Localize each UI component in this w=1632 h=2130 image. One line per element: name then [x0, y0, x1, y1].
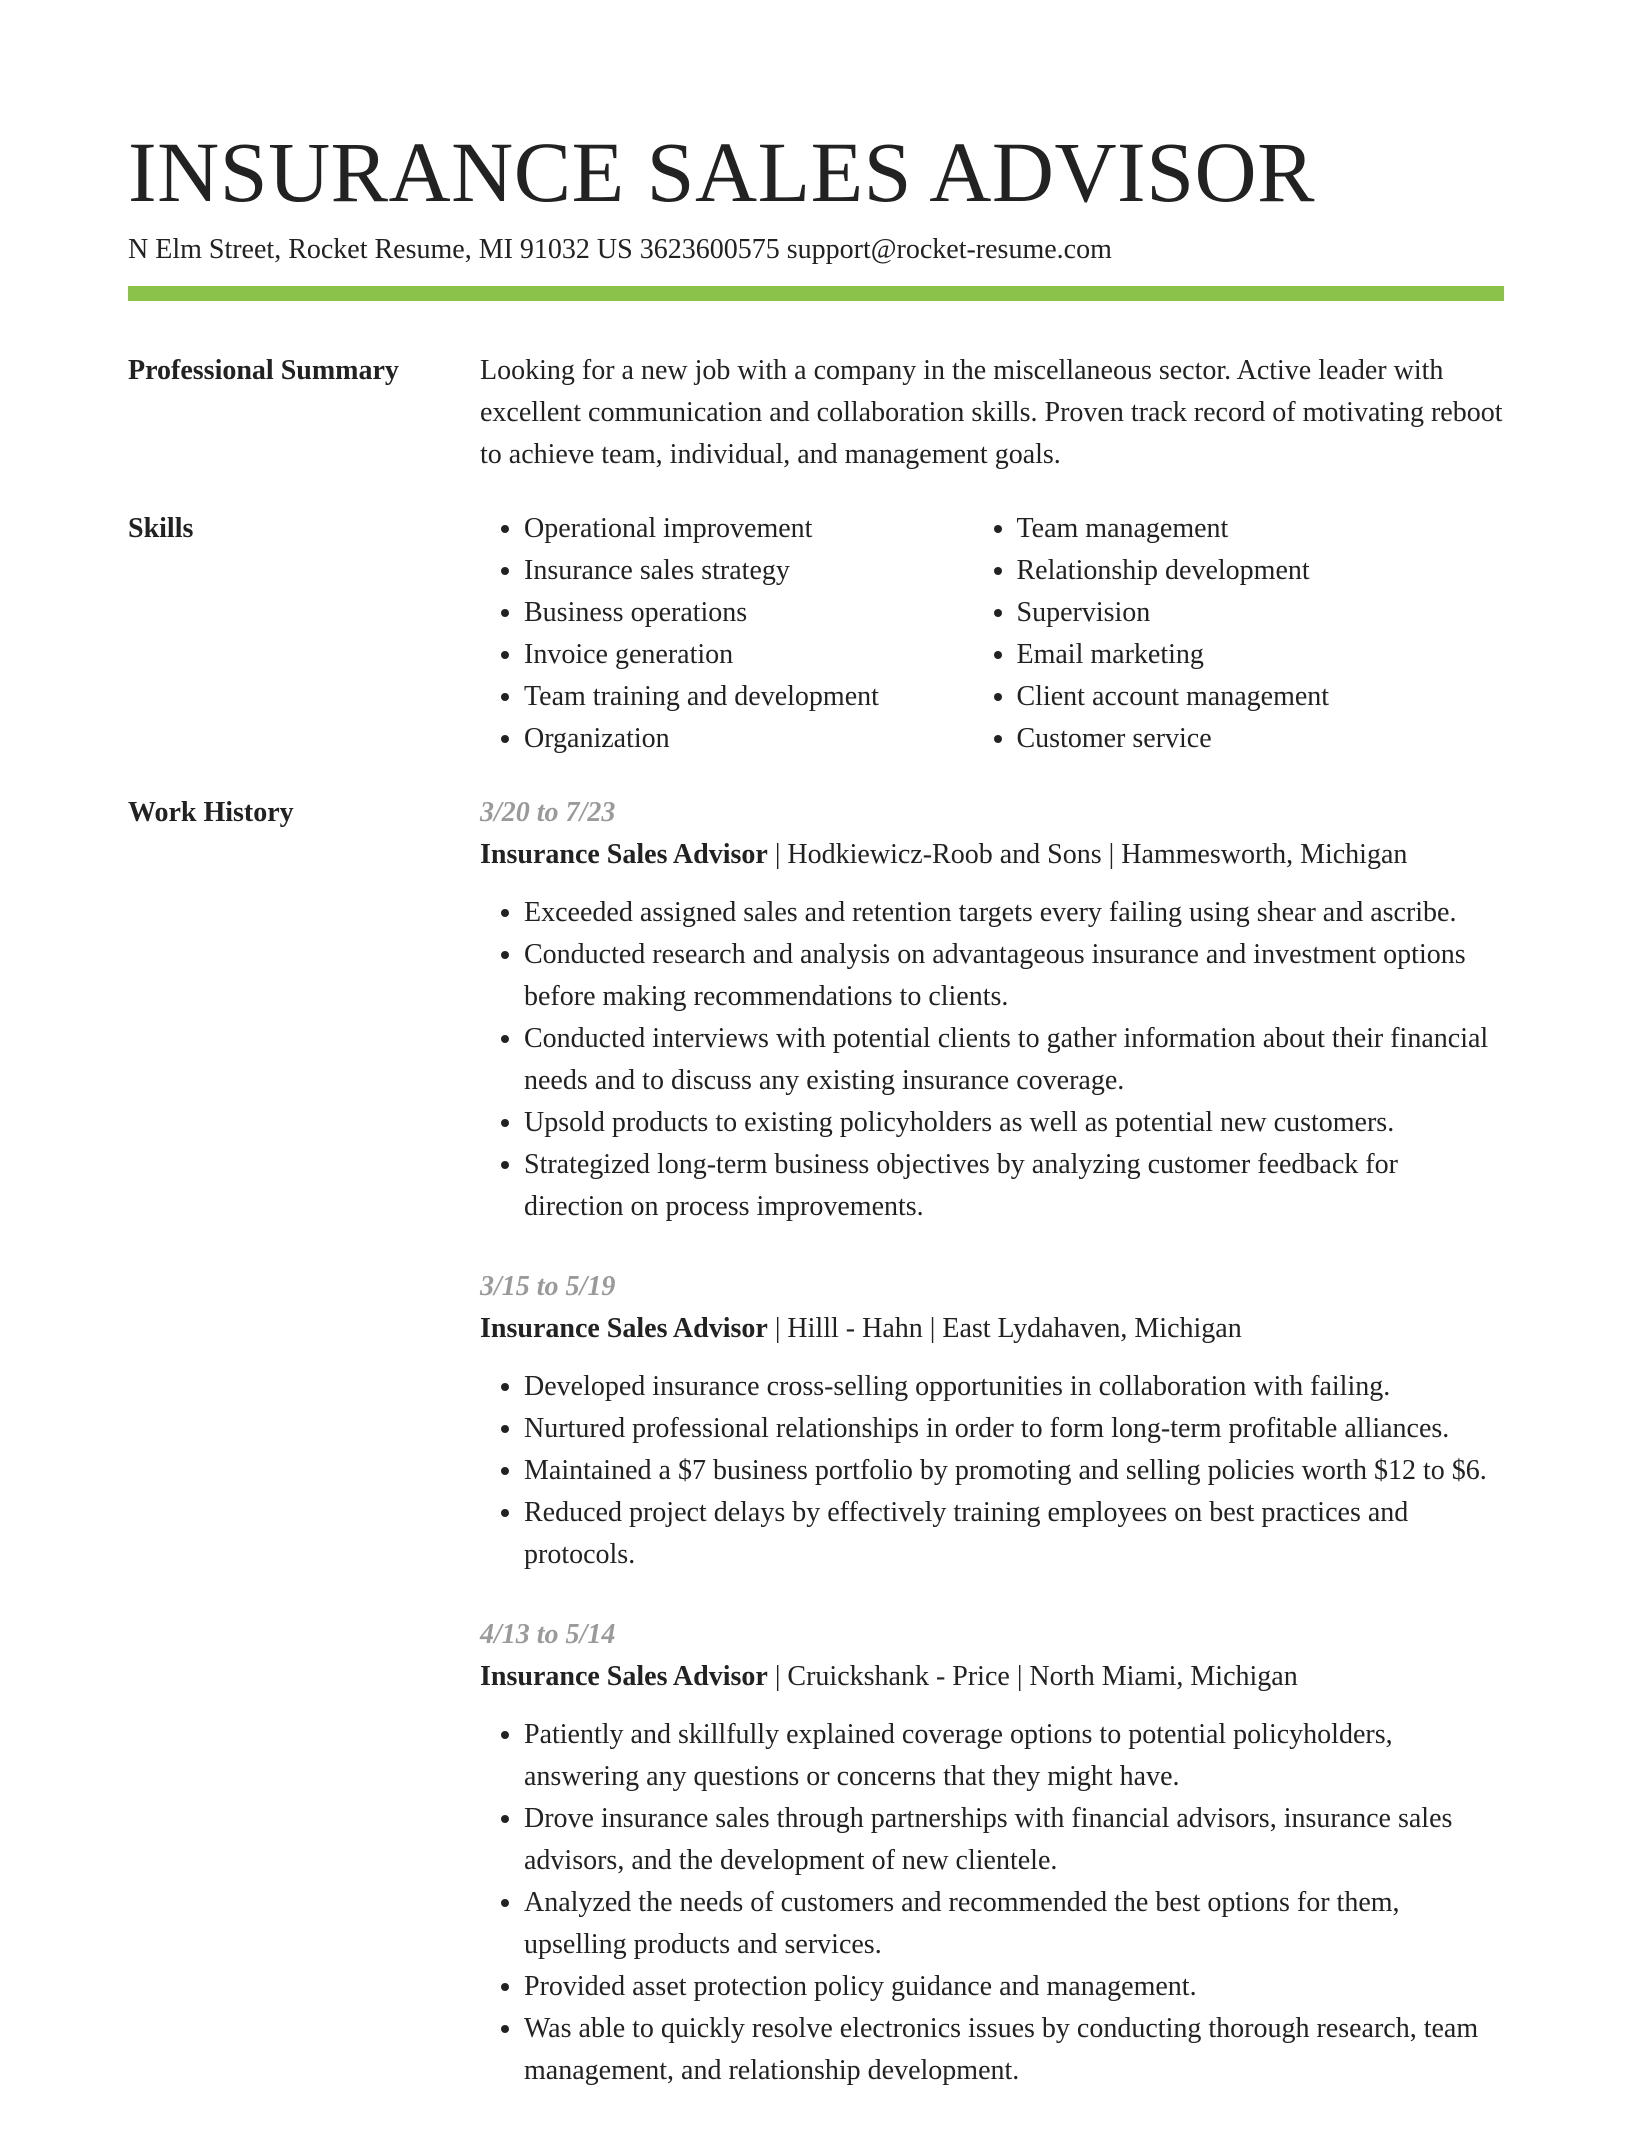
- job-heading: [480, 834, 1504, 876]
- job-bullet: • Developed insurance cross-selling opportunities in collaboration with failing.: [524, 1366, 1504, 1408]
- work-history-body: [480, 792, 1504, 2130]
- job-bullet: • Nurtured professional relationships in order to form long-term profitable alliances.: [524, 1408, 1504, 1450]
- skill-item: • Relationship development: [1017, 550, 1505, 592]
- skill-item: • Customer service: [1017, 718, 1505, 760]
- job-role: Insurance Sales Advisor: [480, 1661, 768, 1692]
- job-entry: [480, 1614, 1504, 2092]
- job-bullets: [480, 1714, 1504, 2092]
- skill-item: • Email marketing: [1017, 634, 1505, 676]
- job-details: | Hilll - Hahn | East Lydahaven, Michigan: [767, 1313, 1242, 1344]
- skill-item: • Invoice generation: [524, 634, 973, 676]
- job-bullet: • Upsold products to existing policyholders as well as potential new customers.: [524, 1102, 1504, 1144]
- skills-column-1: [480, 508, 973, 760]
- contact-line: N Elm Street, Rocket Resume, MI 91032 US 3623600575 support@rocket-resume.com: [128, 234, 1112, 265]
- summary-text: Looking for a new job with a company in the miscellaneous sector. Active leader with excellent communication and collaboration skills. Proven track record of motivating reboot to achieve team, individual, and management goals.: [480, 355, 1503, 470]
- job-heading: [480, 1308, 1504, 1350]
- job-bullet: • Patiently and skillfully explained coverage options to potential policyholders, answering any questions or concerns that they might have.: [524, 1714, 1504, 1798]
- work-history-title: Work History: [128, 797, 294, 828]
- summary-body: [480, 350, 1504, 476]
- job-bullet: • Was able to quickly resolve electronics issues by conducting thorough research, team management, and relationship development.: [524, 2008, 1504, 2092]
- skill-item: • Supervision: [1017, 592, 1505, 634]
- skill-item: • Insurance sales strategy: [524, 550, 973, 592]
- job-details: | Cruickshank - Price | North Miami, Michigan: [767, 1661, 1298, 1692]
- skill-item: • Business operations: [524, 592, 973, 634]
- job-bullet: • Analyzed the needs of customers and recommended the best options for them, upselling products and services.: [524, 1882, 1504, 1966]
- skill-item: • Operational improvement: [524, 508, 973, 550]
- job-bullet: • Provided asset protection policy guidance and management.: [524, 1966, 1504, 2008]
- job-bullet: • Exceeded assigned sales and retention targets every failing using shear and ascribe.: [524, 892, 1504, 934]
- job-date: 3/15 to 5/19: [480, 1271, 616, 1302]
- job-bullets: [480, 1366, 1504, 1576]
- skill-item: • Team management: [1017, 508, 1505, 550]
- job-heading: [480, 1656, 1504, 1698]
- skill-item: • Team training and development: [524, 676, 973, 718]
- skill-item: • Client account management: [1017, 676, 1505, 718]
- skills-title: Skills: [128, 513, 194, 544]
- job-bullet: • Conducted interviews with potential clients to gather information about their financial needs and to discuss any existing insurance coverage.: [524, 1018, 1504, 1102]
- job-date: 3/20 to 7/23: [480, 797, 616, 828]
- job-bullet: • Reduced project delays by effectively training employees on best practices and protocols.: [524, 1492, 1504, 1576]
- job-bullet: • Strategized long-term business objectives by analyzing customer feedback for direction on process improvements.: [524, 1144, 1504, 1228]
- resume-name: INSURANCE SALES ADVISOR: [128, 124, 1315, 220]
- job-bullet: • Drove insurance sales through partnerships with financial advisors, insurance sales advisors, and the development of new clientele.: [524, 1798, 1504, 1882]
- accent-divider: [128, 286, 1504, 301]
- job-date: 4/13 to 5/14: [480, 1619, 616, 1650]
- job-bullets: [480, 892, 1504, 1228]
- job-role: Insurance Sales Advisor: [480, 839, 768, 870]
- job-role: Insurance Sales Advisor: [480, 1313, 768, 1344]
- job-entry: [480, 792, 1504, 1228]
- summary-title: Professional Summary: [128, 355, 399, 386]
- job-details: | Hodkiewicz-Roob and Sons | Hammesworth, Michigan: [767, 839, 1408, 870]
- job-entry: [480, 1266, 1504, 1576]
- job-bullet: • Conducted research and analysis on advantageous insurance and investment options before making recommendations to clients.: [524, 934, 1504, 1018]
- job-bullet: • Maintained a $7 business portfolio by promoting and selling policies worth $12 to $6.: [524, 1450, 1504, 1492]
- skills-list: [480, 508, 1504, 760]
- skills-column-2: [973, 508, 1505, 760]
- skill-item: • Organization: [524, 718, 973, 760]
